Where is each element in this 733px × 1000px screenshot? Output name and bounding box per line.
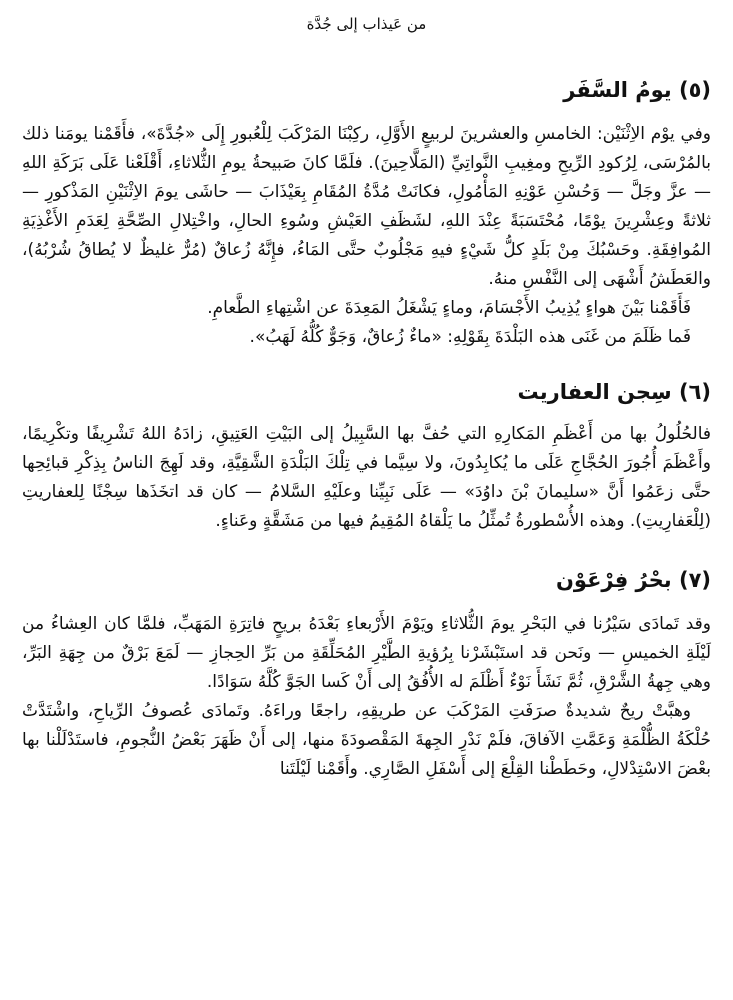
section-heading: (٥) يومُ السَّفَر (563, 78, 711, 102)
paragraph: وهبَّتْ ريحٌ شديدةٌ صرَفَتِ المَرْكَبَ عن طريقِهِ، راجعًا وراءَهُ. وتَمادَى عُصوفُ الرِّياحِ، واشْتَدَّتْ حُلْكَةُ الظُّلْمَةِ وَعَمَّتِ الآفاقَ، فلَمْ نَدْرِ الجِهةَ المَقْصودَةَ منها، إلى أَنْ ظَهَرَ بَعْضُ النُّجومِ، فاستَدْلَلْنا بها بعْضَ الاسْتِدْلالِ، وحَطَطْنا القِلْعَ إلى أَسْفَلِ الصَّارِي. وأَقَمْنا لَيْلَتَنا (22, 701, 711, 779)
running-header: من عَيذاب إلى جُدَّة (306, 15, 427, 33)
paragraph: فَما ظَلَمَ من غَنَى هذه البَلْدَةَ بِقَوْلِهِ: «ماءٌ زُعاقٌ، وَجَوٌّ كُلُّهُ لَهَبُ». (249, 327, 691, 347)
paragraph: وفي يوْم الاِثْنَيْن: الخامسِ والعشرينَ لربيعٍ الأَوَّلِ، ركِبْنَا المَرْكَبَ لِلْعُبورِ إِلَى «جُدَّةَ»، فأَقَمْنا يومَنا ذلك بالمُرْسَى، لِرُكودِ الرِّيحِ ومغِيبِ النَّواتِيِّ (المَلَّاحِينَ). فلَمَّا كانَ صَبيحةُ يومِ الثُّلاثاءِ، أَقْلَعْنا عَلَى بَرَكَةِ اللهِ — عزَّ وجَلَّ — وَحُسْنِ عَوْنِهِ المَأْمُولِ، فكانَتْ مُدَّةُ المُقَامِ بِعَيْذَابَ — حاشَى يومَ الاِثْنَيْنِ المَذْكورِ — ثلاثةً وعِشْرِينَ يوْمًا، مُحْتَسَبَةً عِنْدَ اللهِ، لشَظَفِ العَيْشِ وسُوءِ الحالِ، واخْتِلالِ الصِّحَّةِ لِعَدَمِ الأَغْذِيَةِ المُوافِقَةِ. وحَسْبُكَ مِنْ بَلَدٍ كلُّ شَيْءٍ فيهِ مَجْلُوبٌ حتَّى المَاءُ، فإِنَّهُ زُعاقٌ (مُرٌّ غليظٌ لا يُطاقُ شُرْبُهُ)، والعَطَشُ أَشْهَى إلى النَّفْسِ منهُ. (22, 124, 711, 289)
section-6 (22, 378, 711, 536)
paragraph: وقد تَمادَى سَيْرُنا في البَحْرِ يومَ الثُّلاثاءِ ويَوْمَ الأَرْبعاءِ بَعْدَهُ بريحٍ فاتِرَةِ المَهَبِّ، فلمَّا كان العِشاءُ من لَيْلَةِ الخميسِ — ونَحن قد استَبْشَرْنا بِرُؤيةِ الطَّيْرِ المُحَلِّقَةِ من بَرِّ الحِجازِ — لَمَعَ بَرْقٌ من جِهَةِ البَرِّ، وهي جِهةُ الشَّرْقِ، ثُمَّ نَشَأَ نَوْءٌ أَظْلَمَ له الأُفُقُ إلى أَنْ كَسا الجَوَّ كُلَّهُ سَوَادًا. (22, 614, 711, 692)
section-7 (22, 566, 711, 784)
paragraph: فَأَقَمْنا بَيْنَ هواءٍ يُذِيبُ الأَجْسَامَ، وماءٍ يَشْغَلُ المَعِدَةَ عن اشْتِهاءِ الطَّعامِ. (207, 298, 691, 318)
paragraph: فالحُلُولُ بها من أَعْظَمِ المَكارِهِ التي حُفَّ بها السَّبِيلُ إلى البَيْتِ العَتِيقِ، زادَهُ اللهُ تَشْرِيفًا وتكْرِيمًا، وأَعْظَمَ أُجُورَ الحُجَّاجِ عَلَى ما يُكابِدُونَ، ولا سِيَّما في تِلْكَ البَلْدَةِ الشَّقِيَّةِ، وقد لَهِجَ الناسُ بِذِكْرِ قبائِحِها حتَّى زعَمُوا أَنَّ «سليمانَ بْنَ داوُدَ» — عَلَى نَبِيِّنا وعلَيْهِ السَّلامُ — كان قد اتخَذَها سِجْنًا لِلعفاريتِ (لِلْعَفارِيتِ). وهذه الأُسْطورةُ تُمثِّلُ ما يَلْقاهُ المُقِيمُ فيها من مَشَقَّةٍ وعَناءٍ. (22, 424, 711, 531)
section-heading: (٦) سِجن العفاريت (517, 380, 711, 404)
section-heading: (٧) بحْرُ فِرْعَوْن (556, 568, 711, 592)
section-5 (22, 76, 711, 352)
